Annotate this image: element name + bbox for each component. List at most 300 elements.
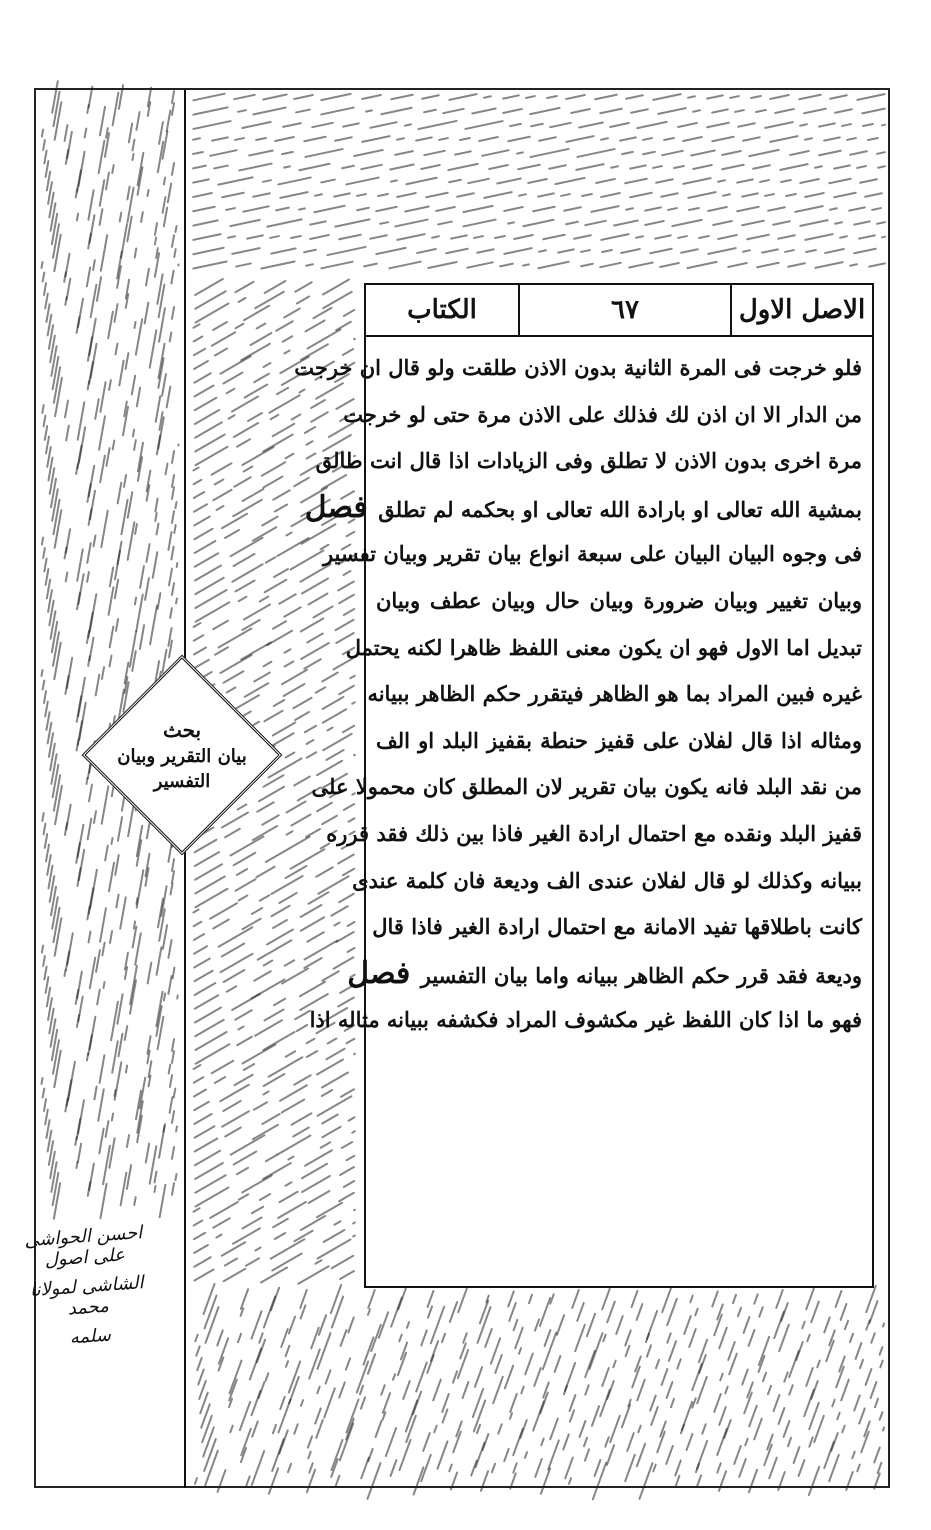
- gloss-stroke: [706, 122, 730, 129]
- gloss-stroke: [816, 1359, 821, 1368]
- gloss-stroke: [683, 1315, 692, 1335]
- gloss-stroke: [876, 151, 886, 155]
- gloss-stroke: [374, 1420, 382, 1439]
- gloss-stroke: [834, 1290, 842, 1309]
- gloss-stroke: [234, 322, 245, 329]
- gloss-stroke: [537, 261, 570, 270]
- gloss-stroke: [778, 1324, 790, 1353]
- gloss-stroke: [839, 1303, 847, 1322]
- gloss-stroke: [214, 347, 229, 357]
- gloss-stroke: [250, 907, 263, 916]
- gloss-stroke: [601, 249, 613, 253]
- gloss-stroke: [174, 1173, 177, 1181]
- gloss-stroke: [657, 107, 687, 115]
- gloss-stroke: [192, 178, 210, 184]
- gloss-stroke: [609, 1415, 621, 1444]
- gloss-stroke: [473, 235, 484, 239]
- gloss-stroke: [876, 221, 886, 225]
- gloss-stroke: [717, 179, 726, 183]
- gloss-stroke: [175, 562, 178, 568]
- gloss-stroke: [296, 295, 311, 305]
- gloss-stroke: [389, 163, 415, 170]
- gloss-stroke: [217, 627, 253, 649]
- fasl-marker: فصل: [347, 955, 421, 991]
- gloss-stroke: [274, 503, 289, 513]
- gloss-stroke: [668, 1340, 678, 1362]
- gloss-stroke: [285, 531, 293, 537]
- gloss-stroke: [211, 136, 229, 142]
- gloss-stroke: [483, 191, 513, 199]
- gloss-stroke: [273, 1232, 286, 1241]
- gloss-stroke: [177, 263, 179, 266]
- gloss-stroke: [805, 249, 817, 253]
- gloss-stroke: [799, 123, 808, 127]
- gloss-stroke: [687, 95, 696, 99]
- gloss-stroke: [86, 630, 90, 644]
- gloss-stroke: [111, 164, 115, 174]
- gloss-stroke: [89, 957, 97, 990]
- gloss-stroke: [660, 1368, 668, 1387]
- gloss-stroke: [377, 193, 389, 197]
- gloss-stroke: [163, 992, 167, 1001]
- gloss-stroke: [846, 137, 857, 141]
- gloss-stroke: [528, 1293, 534, 1304]
- gloss-stroke: [238, 162, 273, 171]
- gloss-stroke: [828, 178, 852, 185]
- gloss-stroke: [145, 543, 150, 563]
- main-text-line: ومثاله اذا قال لفلان على قفيز حنطة بقفيز البلد او الف: [376, 727, 862, 753]
- gloss-stroke: [742, 249, 751, 253]
- gloss-stroke: [298, 207, 306, 211]
- gloss-stroke: [755, 109, 767, 113]
- gloss-stroke: [764, 121, 794, 129]
- gloss-stroke: [231, 563, 264, 583]
- gloss-stroke: [290, 813, 312, 827]
- gloss-stroke: [133, 439, 137, 451]
- gloss-stroke: [864, 192, 883, 198]
- gloss-stroke: [624, 1454, 636, 1483]
- gloss-stroke: [134, 596, 138, 605]
- gloss-stroke: [42, 271, 46, 282]
- gloss-stroke: [193, 540, 217, 555]
- gloss-stroke: [655, 178, 674, 184]
- gloss-stroke: [507, 221, 515, 225]
- gloss-stroke: [305, 452, 316, 460]
- gloss-stroke: [304, 148, 344, 158]
- gloss-stroke: [806, 1333, 811, 1342]
- gloss-stroke: [171, 306, 175, 320]
- gloss-stroke: [107, 311, 114, 340]
- gloss-stroke: [594, 94, 618, 101]
- gloss-stroke: [375, 247, 407, 256]
- gloss-stroke: [169, 1074, 173, 1088]
- gloss-stroke: [420, 1329, 428, 1347]
- gloss-stroke: [192, 920, 203, 927]
- gloss-stroke: [784, 249, 795, 253]
- colophon-line2: الشاشى لمولانا محمد: [29, 1272, 145, 1320]
- gloss-stroke: [624, 178, 648, 185]
- gloss-stroke: [234, 280, 255, 293]
- gloss-stroke: [284, 1050, 296, 1058]
- gloss-stroke: [512, 1319, 518, 1332]
- gloss-stroke: [448, 93, 478, 101]
- gloss-stroke: [448, 1463, 453, 1472]
- gloss-stroke: [471, 107, 497, 114]
- gloss-stroke: [294, 711, 311, 722]
- gloss-stroke: [360, 1456, 370, 1479]
- gloss-stroke: [361, 135, 391, 143]
- gloss-stroke: [630, 108, 649, 114]
- gloss-stroke: [497, 1423, 503, 1435]
- gloss-stroke: [242, 1063, 255, 1072]
- gloss-stroke: [529, 148, 570, 158]
- gloss-stroke: [40, 261, 43, 269]
- gloss-stroke: [665, 1445, 674, 1465]
- gloss-stroke: [192, 908, 200, 914]
- gloss-stroke: [295, 1024, 308, 1033]
- gloss-stroke: [304, 724, 318, 733]
- gloss-stroke: [293, 1074, 312, 1086]
- gloss-stroke: [210, 331, 236, 347]
- gloss-stroke: [229, 536, 264, 557]
- gloss-stroke: [676, 1358, 682, 1370]
- gloss-stroke: [149, 329, 158, 369]
- gloss-stroke: [339, 1166, 356, 1177]
- gloss-stroke: [314, 193, 323, 197]
- gloss-stroke: [149, 605, 158, 646]
- gloss-stroke: [272, 489, 291, 501]
- gloss-stroke: [878, 1346, 883, 1356]
- gloss-stroke: [284, 1345, 290, 1358]
- gloss-stroke: [310, 399, 327, 410]
- gloss-stroke: [316, 1201, 344, 1218]
- gloss-stroke: [194, 1333, 199, 1342]
- gloss-stroke: [503, 206, 524, 212]
- gloss-stroke: [313, 205, 346, 214]
- gloss-stroke: [98, 208, 103, 226]
- gloss-stroke: [86, 266, 92, 287]
- gloss-stroke: [97, 1088, 105, 1122]
- gloss-stroke: [612, 1359, 617, 1368]
- main-text-line: مرة اخرى بدون الاذن لا تطلق وفى الزيادات اذا قال انت طالق: [315, 448, 862, 474]
- gloss-stroke: [252, 106, 287, 115]
- gloss-stroke: [193, 1113, 213, 1126]
- gloss-stroke: [236, 1035, 253, 1046]
- gloss-stroke: [628, 261, 654, 268]
- gloss-stroke: [474, 1366, 484, 1388]
- gloss-stroke: [295, 108, 311, 113]
- gloss-stroke: [824, 248, 845, 254]
- gloss-stroke: [635, 235, 644, 239]
- gloss-stroke: [216, 1469, 226, 1493]
- gloss-stroke: [300, 642, 330, 661]
- gloss-stroke: [167, 182, 173, 203]
- gloss-stroke: [241, 121, 272, 129]
- gloss-stroke: [281, 967, 310, 985]
- gloss-stroke: [212, 488, 233, 501]
- gloss-stroke: [365, 109, 373, 113]
- gloss-stroke: [610, 165, 619, 169]
- gloss-stroke: [171, 510, 175, 524]
- gloss-stroke: [125, 1064, 129, 1073]
- gloss-stroke: [733, 1445, 742, 1465]
- gloss-stroke: [636, 1378, 646, 1401]
- gloss-stroke: [527, 178, 548, 184]
- gloss-stroke: [818, 122, 836, 128]
- gloss-stroke: [192, 622, 202, 629]
- gloss-stroke: [305, 263, 314, 267]
- gloss-stroke: [813, 1415, 825, 1444]
- gloss-stroke: [342, 309, 355, 318]
- gloss-stroke: [445, 248, 469, 255]
- main-text-line: كانت باطلاقها تفيد الامانة مع احتمال ارادة الغير فاذا قال: [372, 914, 862, 940]
- gloss-stroke: [845, 1471, 854, 1491]
- gloss-stroke: [192, 1064, 202, 1071]
- gloss-stroke: [353, 149, 384, 157]
- gloss-stroke: [456, 192, 475, 198]
- gloss-stroke: [118, 360, 125, 387]
- gloss-stroke: [698, 235, 710, 239]
- gloss-stroke: [262, 959, 273, 967]
- gloss-stroke: [237, 894, 248, 902]
- main-text-line: فلو خرجت فى المرة الثانية بدون الاذن طلقت ولو قال ان خرجت: [294, 355, 862, 380]
- gloss-stroke: [431, 235, 440, 239]
- gloss-stroke: [193, 347, 207, 356]
- gloss-stroke: [306, 931, 325, 943]
- gloss-stroke: [283, 165, 291, 169]
- gloss-stroke: [287, 1462, 293, 1473]
- diamond-heading-line2: بيان التقرير وبيان: [117, 746, 247, 767]
- gloss-stroke: [278, 892, 298, 905]
- gloss-stroke: [713, 1393, 722, 1413]
- gloss-stroke: [255, 137, 267, 141]
- gloss-stroke: [139, 565, 145, 589]
- gloss-stroke: [380, 1384, 386, 1396]
- gloss-stroke: [801, 1320, 806, 1329]
- gloss-stroke: [666, 1298, 678, 1327]
- gloss-stroke: [503, 247, 533, 255]
- gloss-stroke: [882, 1322, 886, 1327]
- gloss-stroke: [285, 830, 294, 836]
- gloss-stroke: [131, 153, 134, 161]
- gloss-stroke: [856, 1463, 861, 1472]
- gloss-stroke: [774, 108, 795, 114]
- gloss-stroke: [176, 994, 179, 999]
- gloss-stroke: [146, 189, 149, 197]
- gloss-stroke: [644, 206, 662, 212]
- gloss-stroke: [119, 211, 123, 222]
- gloss-stroke: [161, 373, 167, 397]
- gloss-stroke: [534, 1458, 543, 1478]
- gloss-stroke: [496, 177, 522, 184]
- gloss-stroke: [306, 632, 324, 644]
- gloss-stroke: [299, 916, 325, 932]
- gloss-stroke: [65, 424, 70, 441]
- gloss-stroke: [140, 211, 144, 223]
- gloss-stroke: [75, 738, 79, 751]
- gloss-stroke: [92, 534, 96, 547]
- gloss-stroke: [462, 205, 494, 214]
- gloss-stroke: [282, 683, 306, 698]
- gloss-stroke: [416, 248, 437, 254]
- gloss-stroke: [221, 192, 245, 199]
- gloss-stroke: [63, 124, 68, 142]
- gloss-stroke: [213, 164, 229, 169]
- gloss-stroke: [124, 352, 129, 370]
- gloss-stroke: [575, 163, 605, 171]
- gloss-stroke: [339, 1329, 347, 1348]
- gloss-stroke: [752, 164, 771, 170]
- gloss-stroke: [75, 1161, 78, 1169]
- gloss-stroke: [769, 94, 790, 100]
- gloss-stroke: [785, 193, 797, 197]
- gloss-stroke: [269, 1238, 306, 1260]
- gloss-stroke: [718, 1406, 727, 1426]
- gloss-stroke: [42, 679, 46, 690]
- gloss-stroke: [192, 933, 205, 942]
- gloss-stroke: [459, 137, 471, 141]
- gloss-stroke: [321, 696, 345, 711]
- gloss-stroke: [104, 1120, 109, 1138]
- gloss-stroke: [494, 235, 506, 239]
- gloss-stroke: [549, 122, 572, 129]
- gloss-stroke: [290, 413, 301, 421]
- gloss-stroke: [131, 374, 137, 395]
- gloss-stroke: [738, 1458, 747, 1478]
- gloss-stroke: [338, 1381, 346, 1399]
- gloss-stroke: [753, 1417, 763, 1440]
- gloss-stroke: [166, 386, 172, 409]
- gloss-stroke: [345, 176, 380, 185]
- gloss-stroke: [109, 930, 113, 944]
- gloss-stroke: [736, 178, 754, 184]
- gloss-stroke: [331, 1295, 345, 1329]
- gloss-stroke: [321, 671, 339, 683]
- gloss-stroke: [553, 1355, 561, 1374]
- main-text-line: قفيز البلد ونقده مع احتمال ارادة الغير فاذا بين ذلك فقد قرره: [326, 820, 862, 846]
- gloss-stroke: [718, 1326, 728, 1349]
- gloss-stroke: [217, 176, 254, 186]
- page-number: ٦٧: [518, 285, 730, 335]
- gloss-stroke: [294, 1009, 311, 1020]
- gloss-stroke: [250, 1390, 261, 1417]
- gloss-stroke: [102, 981, 105, 989]
- gloss-stroke: [421, 94, 440, 100]
- gloss-stroke: [663, 137, 675, 141]
- gloss-stroke: [167, 975, 172, 995]
- gloss-stroke: [768, 1456, 778, 1479]
- gloss-stroke: [279, 191, 309, 199]
- gloss-stroke: [193, 515, 211, 527]
- gloss-stroke: [264, 855, 277, 864]
- gloss-stroke: [615, 1315, 624, 1335]
- gloss-stroke: [580, 249, 591, 253]
- gloss-stroke: [86, 542, 92, 564]
- gloss-stroke: [277, 176, 312, 185]
- gloss-stroke: [114, 854, 120, 876]
- gloss-stroke: [170, 269, 175, 284]
- header-section: الاصل الاول: [730, 285, 872, 335]
- gloss-stroke: [711, 136, 735, 143]
- gloss-stroke: [193, 982, 217, 997]
- gloss-stroke: [175, 1125, 178, 1132]
- gloss-stroke: [538, 136, 557, 142]
- gloss-stroke: [192, 219, 219, 227]
- gloss-stroke: [478, 136, 499, 142]
- gloss-stroke: [342, 724, 356, 733]
- gloss-stroke: [432, 1378, 442, 1401]
- gloss-stroke: [275, 206, 290, 211]
- gloss-stroke: [255, 322, 266, 330]
- gloss-stroke: [86, 905, 91, 920]
- gloss-stroke: [290, 1112, 313, 1126]
- gloss-stroke: [619, 136, 637, 142]
- gloss-stroke: [154, 222, 158, 236]
- gloss-stroke: [193, 372, 212, 384]
- gloss-stroke: [692, 164, 713, 170]
- gloss-stroke: [529, 107, 561, 116]
- gloss-stroke: [701, 1423, 707, 1435]
- gloss-stroke: [737, 1306, 743, 1317]
- gloss-stroke: [660, 192, 679, 198]
- gloss-stroke: [504, 1364, 515, 1389]
- gloss-stroke: [215, 1233, 223, 1239]
- gloss-stroke: [192, 491, 205, 500]
- gloss-stroke: [466, 261, 494, 269]
- gloss-stroke: [353, 337, 357, 340]
- gloss-stroke: [41, 944, 45, 953]
- gloss-stroke: [193, 1137, 218, 1153]
- gloss-stroke: [293, 94, 314, 100]
- gloss-stroke: [772, 220, 791, 226]
- gloss-stroke: [670, 1397, 676, 1408]
- gloss-stroke: [584, 1448, 591, 1462]
- gloss-stroke: [767, 206, 786, 212]
- gloss-stroke: [233, 1073, 254, 1086]
- gloss-stroke: [155, 522, 159, 535]
- gloss-stroke: [105, 171, 110, 190]
- gloss-stroke: [224, 529, 241, 540]
- gloss-stroke: [154, 236, 158, 245]
- gloss-stroke: [225, 387, 236, 394]
- main-text-line: تبديل اما الاول فهو ان يكون معنى اللفظ ظاهرا لكنه يحتمل: [345, 634, 862, 660]
- gloss-stroke: [661, 150, 684, 157]
- gloss-stroke: [420, 164, 441, 170]
- gloss-stroke: [112, 439, 116, 450]
- gloss-stroke: [256, 939, 293, 961]
- gloss-stroke: [532, 206, 556, 213]
- gloss-stroke: [554, 177, 586, 186]
- gloss-stroke: [798, 94, 822, 101]
- gloss-stroke: [258, 894, 270, 902]
- gloss-stroke: [309, 220, 327, 226]
- main-text-box: [294, 283, 874, 1288]
- gloss-stroke: [281, 151, 294, 156]
- gloss-stroke: [177, 443, 179, 446]
- gloss-stroke: [851, 1450, 856, 1459]
- gloss-stroke: [213, 478, 224, 486]
- colophon-signature: [22, 1214, 158, 1452]
- gloss-stroke: [316, 1058, 345, 1076]
- gloss-stroke: [833, 164, 851, 170]
- gloss-stroke: [375, 206, 398, 213]
- gloss-stroke: [788, 1350, 800, 1379]
- gloss-stroke: [570, 108, 591, 114]
- gloss-stroke: [241, 1174, 273, 1194]
- gloss-stroke: [209, 902, 239, 920]
- gloss-stroke: [321, 1125, 342, 1138]
- gloss-stroke: [284, 452, 295, 459]
